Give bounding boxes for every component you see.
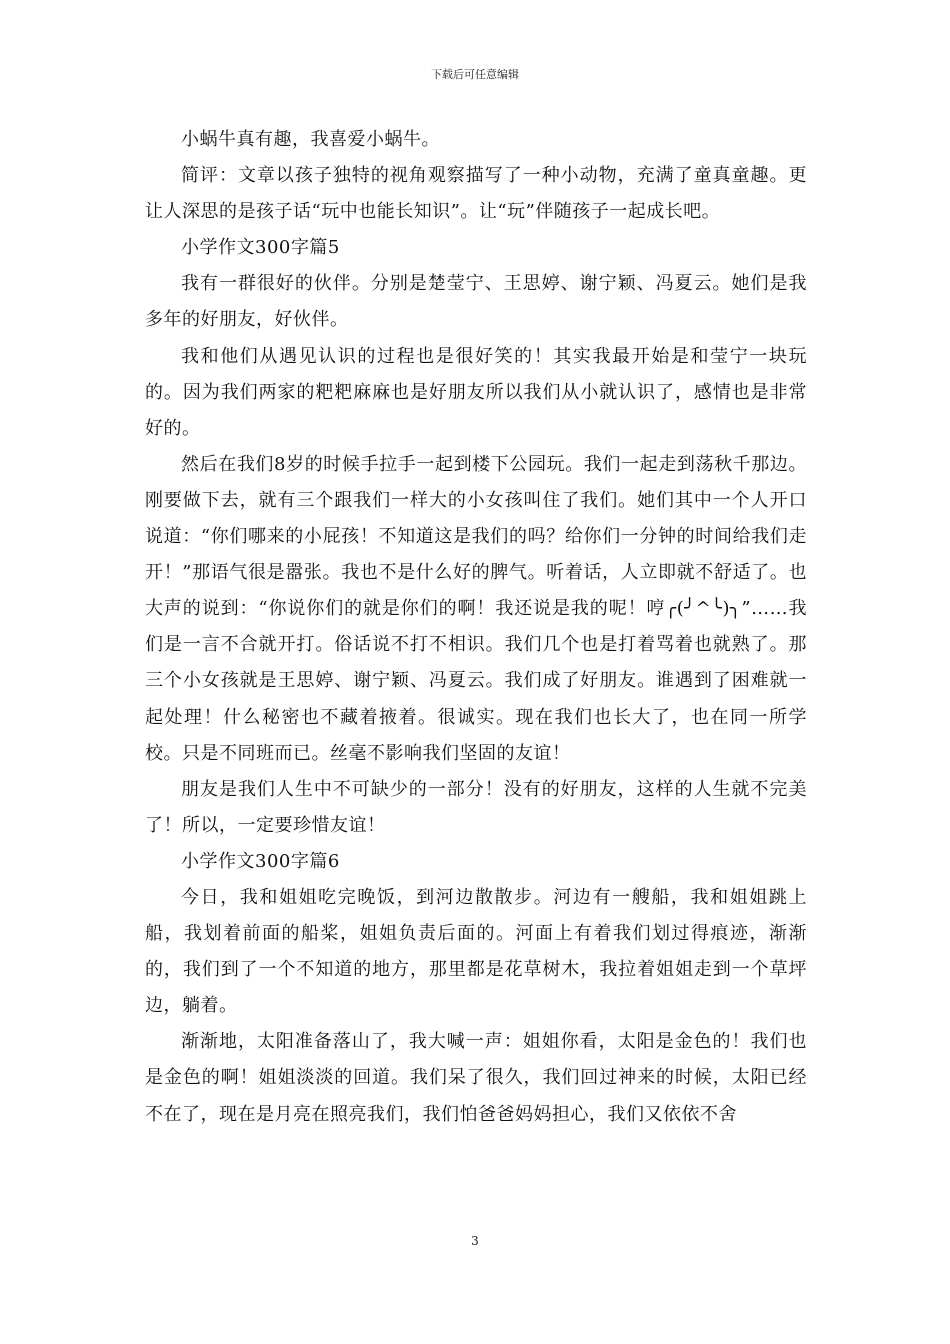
paragraph: 简评：文章以孩子独特的视角观察描写了一种小动物，充满了童真童趣。更让人深思的是孩子话“玩中也能长知识”。让“玩”伴随孩子一起成长吧。	[145, 165, 807, 223]
section-heading: 小学作文300字篇6	[181, 850, 340, 872]
page-header: 下载后可任意编辑	[431, 68, 519, 81]
page-number: 3	[471, 1234, 479, 1248]
paragraph: 今日，我和姐姐吃完晚饭，到河边散散步。河边有一艘船，我和姐姐跳上船，我划着前面的船桨，姐姐负责后面的。河面上有着我们划过得痕迹，渐渐的，我们到了一个不知道的地方，那里都是花草树木，我拉着姐姐走到一个草坪边，躺着。	[145, 886, 807, 1017]
document-body	[145, 122, 807, 1133]
paragraph: 我有一群很好的伙伴。分别是楚莹宁、王思婷、谢宁颖、冯夏云。她们是我多年的好朋友，好伙伴。	[145, 273, 807, 331]
paragraph: 小蜗牛真有趣，我喜爱小蜗牛。	[181, 129, 440, 150]
section-heading: 小学作文300字篇5	[181, 237, 340, 259]
paragraph: 朋友是我们人生中不可缺少的一部分！没有的好朋友，这样的人生就不完美了！所以，一定要珍惜友谊！	[145, 778, 807, 836]
paragraph: 我和他们从遇见认识的过程也是很好笑的！其实我最开始是和莹宁一块玩的。因为我们两家的粑粑麻麻也是好朋友所以我们从小就认识了，感情也是非常好的。	[145, 345, 807, 439]
paragraph: 渐渐地，太阳准备落山了，我大喊一声：姐姐你看，太阳是金色的！我们也是金色的啊！姐姐淡淡的回道。我们呆了很久，我们回过神来的时候，太阳已经不在了，现在是月亮在照亮我们，我们怕爸爸妈妈担心，我们又依依不舍	[145, 1031, 807, 1125]
paragraph: 然后在我们8岁的时候手拉手一起到楼下公园玩。我们一起走到荡秋千那边。刚要做下去，就有三个跟我们一样大的小女孩叫住了我们。她们其中一个人开口说道：“你们哪来的小屁孩！不知道这是我们的吗？给你们一分钟的时间给我们走开！”那语气很是嚣张。我也不是什么好的脾气。听着话，人立即就不舒适了。也大声的说到：“你说你们的就是你们的啊！我还说是我的呢！哼╭(╯^╰)╮”……我们是一言不合就开打。俗话说不打不相识。我们几个也是打着骂着也就熟了。那三个小女孩就是王思婷、谢宁颖、冯夏云。我们成了好朋友。谁遇到了困难就一起处理！什么秘密也不藏着掖着。很诚实。现在我们也长大了，也在同一所学校。只是不同班而已。丝毫不影响我们坚固的友谊！	[145, 453, 807, 764]
